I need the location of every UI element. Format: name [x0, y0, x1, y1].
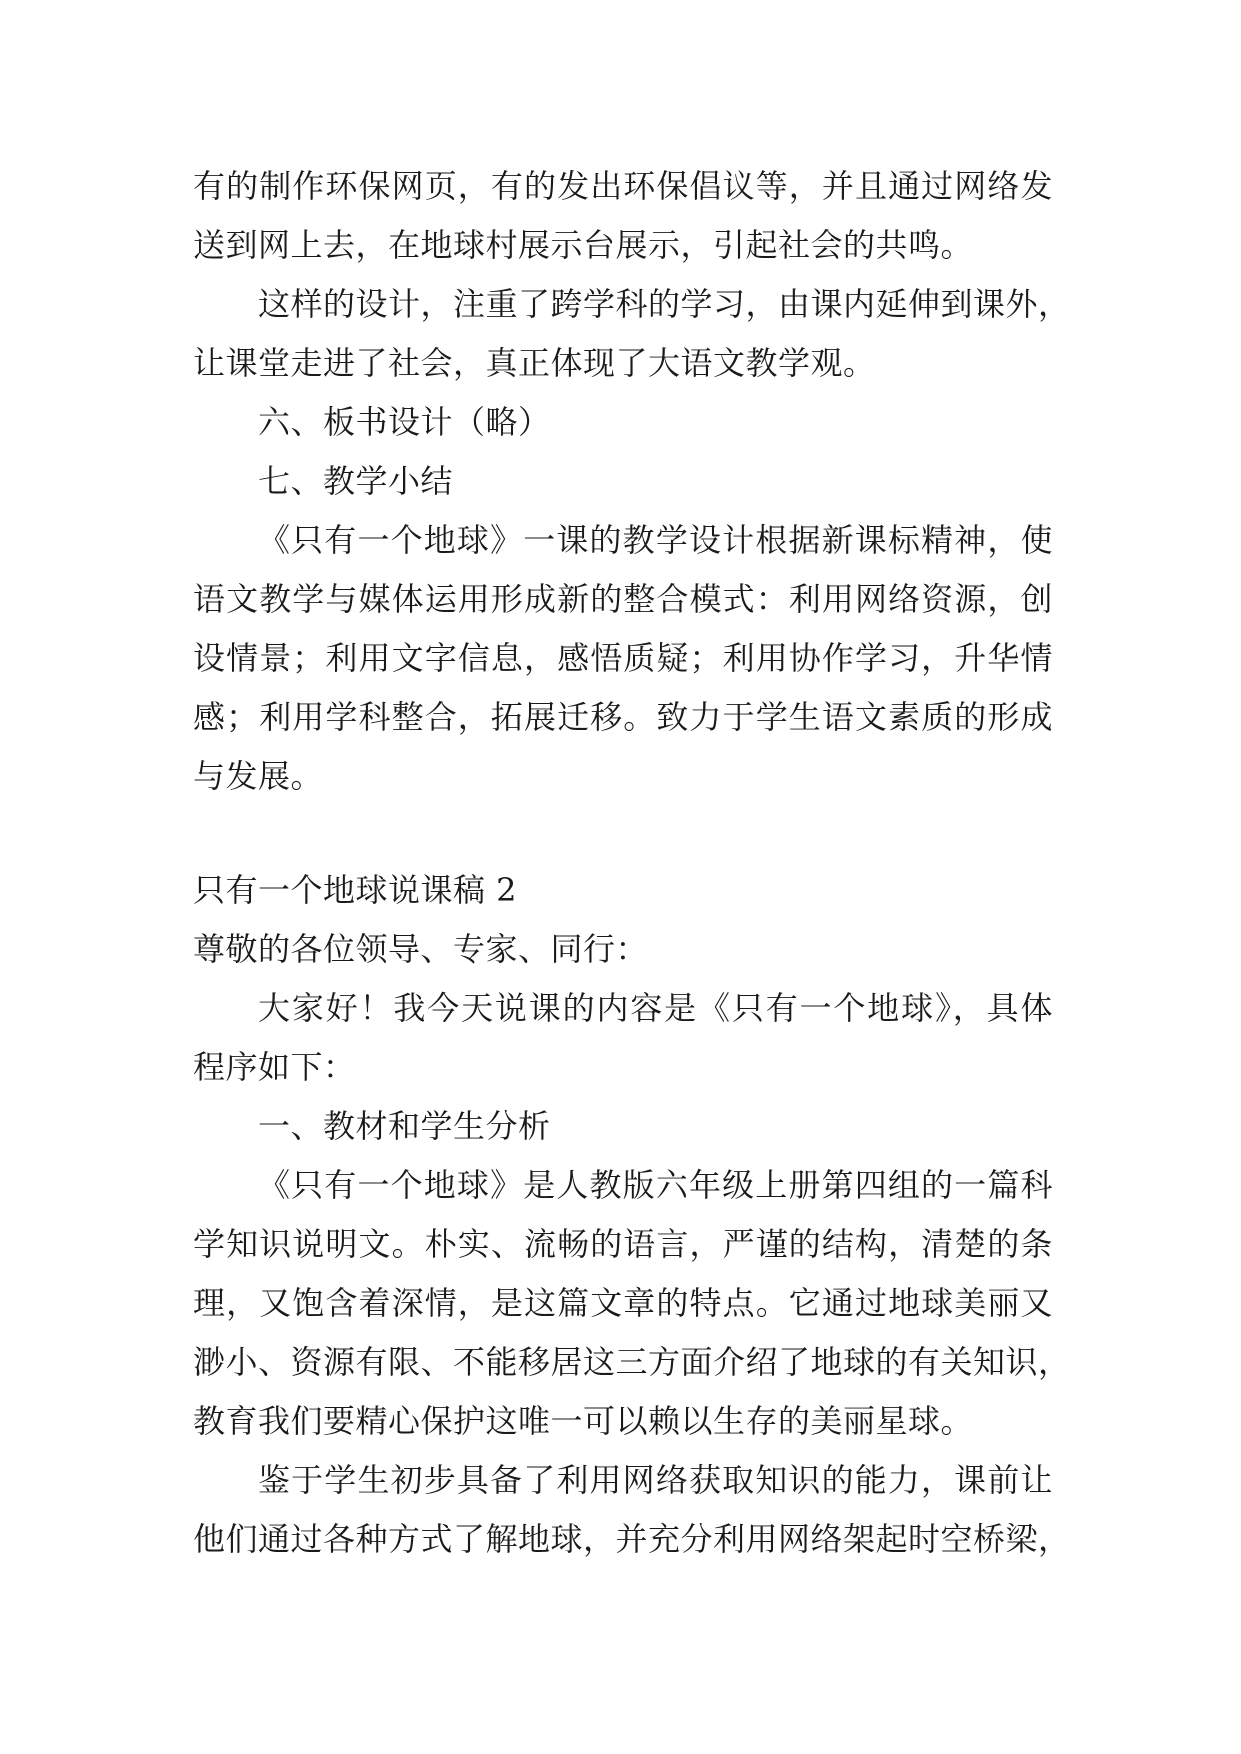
- paragraph-line: 与发展。: [193, 757, 324, 795]
- paragraph-line: 《只有一个地球》是人教版六年级上册第四组的一篇科: [258, 1166, 1053, 1204]
- paragraph-line: 教育我们要精心保护这唯一可以赖以生存的美丽星球。: [193, 1402, 974, 1440]
- section-heading: 七、教学小结: [258, 462, 454, 500]
- salutation: 尊敬的各位领导、专家、同行：: [193, 930, 649, 968]
- paragraph-line: 感；利用学科整合，拓展迁移。致力于学生语文素质的形成: [193, 698, 1053, 736]
- paragraph-line: 这样的设计，注重了跨学科的学习，由课内延伸到课外，: [258, 285, 1071, 323]
- paragraph-line: 渺小、资源有限、不能移居这三方面介绍了地球的有关知识，: [193, 1343, 1071, 1381]
- paragraph-line: 语文教学与媒体运用形成新的整合模式：利用网络资源，创: [193, 580, 1053, 618]
- section-heading: 一、教材和学生分析: [258, 1107, 551, 1145]
- paragraph-line: 设情景；利用文字信息，感悟质疑；利用协作学习，升华情: [193, 639, 1053, 677]
- paragraph-line: 学知识说明文。朴实、流畅的语言，严谨的结构，清楚的条: [193, 1225, 1053, 1263]
- paragraph-line: 理，又饱含着深情，是这篇文章的特点。它通过地球美丽又: [193, 1284, 1053, 1322]
- paragraph-line: 大家好！我今天说课的内容是《只有一个地球》，具体: [258, 989, 1053, 1027]
- paragraph-line: 程序如下：: [193, 1048, 356, 1086]
- section-heading: 六、板书设计（略）: [258, 403, 551, 441]
- paragraph-line: 鉴于学生初步具备了利用网络获取知识的能力，课前让: [258, 1461, 1053, 1499]
- paragraph-line: 有的制作环保网页，有的发出环保倡议等，并且通过网络发: [193, 167, 1053, 205]
- paragraph-line: 让课堂走进了社会，真正体现了大语文教学观。: [193, 344, 876, 382]
- paragraph-line: 送到网上去，在地球村展示台展示，引起社会的共鸣。: [193, 226, 974, 264]
- paragraph-line: 他们通过各种方式了解地球，并充分利用网络架起时空桥梁，: [193, 1520, 1071, 1558]
- paragraph-line: 《只有一个地球》一课的教学设计根据新课标精神，使: [258, 521, 1053, 559]
- document-title: 只有一个地球说课稿 2: [193, 871, 518, 909]
